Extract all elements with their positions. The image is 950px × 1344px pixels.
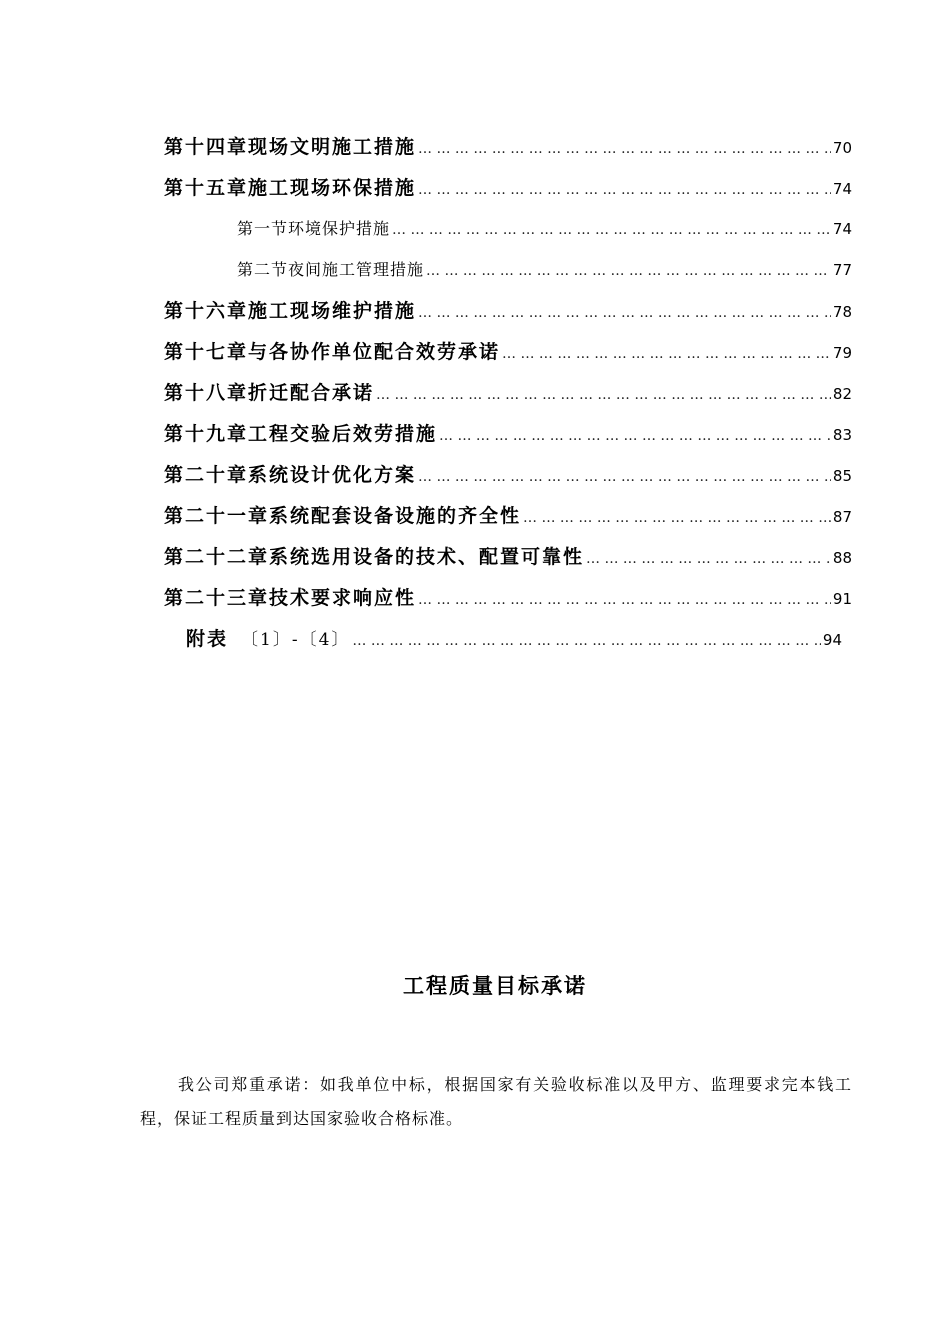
toc-leader-dots [376, 381, 831, 409]
toc-chapter-label: 第十五章 [164, 177, 249, 199]
toc-chapter-title: 现场文明施工措施 [248, 136, 417, 158]
toc-page-number: 94 [822, 631, 842, 649]
toc-section-label: 第二节 [237, 260, 289, 279]
toc-page-number: 82 [832, 385, 852, 403]
toc-page-number: 77 [832, 261, 852, 279]
toc-entry-ch18[interactable] [164, 379, 852, 407]
toc-entry-appendix[interactable] [186, 625, 842, 653]
toc-page-number: 74 [832, 180, 852, 198]
toc-chapter-label: 第十六章 [164, 300, 249, 322]
toc-chapter-title: 折迁配合承诺 [248, 382, 375, 404]
toc-page-number: 83 [832, 426, 852, 444]
toc-leader-dots [418, 299, 831, 327]
toc-section-title: 夜间施工管理措施 [288, 260, 425, 279]
toc-entry-ch23[interactable] [164, 584, 852, 612]
toc-entry-ch20[interactable] [164, 461, 852, 489]
toc-leader-dots [523, 504, 831, 532]
toc-entry-sec2[interactable] [237, 256, 852, 284]
commitment-title: 工程质量目标承诺 [403, 973, 587, 998]
toc-chapter-title: 工程交验后效劳措施 [248, 423, 438, 445]
toc-chapter-label: 第二十一章 [164, 505, 270, 527]
toc-leader-dots [426, 257, 831, 285]
toc-chapter-label: 第十九章 [164, 423, 249, 445]
toc-leader-dots [418, 586, 831, 614]
toc-leader-dots [418, 176, 831, 204]
toc-chapter-label: 第二十三章 [164, 587, 270, 609]
toc-chapter-label: 第十四章 [164, 136, 249, 158]
toc-chapter-label: 第十八章 [164, 382, 249, 404]
toc-chapter-label: 附表 [186, 628, 229, 650]
toc-section-label: 第一节 [237, 219, 289, 238]
toc-section-title: 环境保护措施 [288, 219, 391, 238]
toc-chapter-label: 第十七章 [164, 341, 249, 363]
toc-leader-dots [586, 545, 831, 573]
toc-entry-sec1[interactable] [237, 215, 852, 243]
toc-chapter-title: 与各协作单位配合效劳承诺 [248, 341, 501, 363]
toc-page-number: 79 [832, 344, 852, 362]
toc-chapter-title: 系统配套设备设施的齐全性 [269, 505, 522, 527]
toc-chapter-title: 系统设计优化方案 [248, 464, 417, 486]
toc-leader-dots [418, 135, 831, 163]
toc-chapter-title: 技术要求响应性 [269, 587, 417, 609]
commitment-body: 我公司郑重承诺：如我单位中标，根据国家有关验收标准以及甲方、监理要求完本钱工程，保证工程质量到达国家验收合格标准。 [140, 1075, 852, 1128]
toc-entry-ch16[interactable] [164, 297, 852, 325]
toc-entry-ch17[interactable] [164, 338, 852, 366]
toc-leader-dots [392, 216, 831, 244]
toc-page-number: 87 [832, 508, 852, 526]
toc-leader-dots [418, 463, 831, 491]
toc-entry-ch14[interactable] [164, 133, 852, 161]
toc-entry-ch19[interactable] [164, 420, 852, 448]
toc-chapter-title: 施工现场维护措施 [248, 300, 417, 322]
toc-leader-dots [352, 627, 820, 655]
toc-chapter-label: 第二十章 [164, 464, 249, 486]
toc-entry-ch15[interactable] [164, 174, 852, 202]
toc-page-number: 78 [832, 303, 852, 321]
toc-chapter-title: 施工现场环保措施 [248, 177, 417, 199]
toc-page-number: 74 [832, 220, 852, 238]
toc-chapter-title: 系统选用设备的技术、配置可靠性 [269, 546, 585, 568]
toc-entry-ch21[interactable] [164, 502, 852, 530]
toc-entry-ch22[interactable] [164, 543, 852, 571]
toc-page-number: 91 [832, 590, 852, 608]
toc-leader-dots [439, 422, 831, 450]
toc-chapter-title: 〔1〕-〔4〕 [241, 630, 351, 650]
toc-chapter-label: 第二十二章 [164, 546, 270, 568]
toc-page-number: 88 [832, 549, 852, 567]
toc-page-number: 85 [832, 467, 852, 485]
toc-page-number: 70 [832, 139, 852, 157]
toc-leader-dots [502, 340, 831, 368]
